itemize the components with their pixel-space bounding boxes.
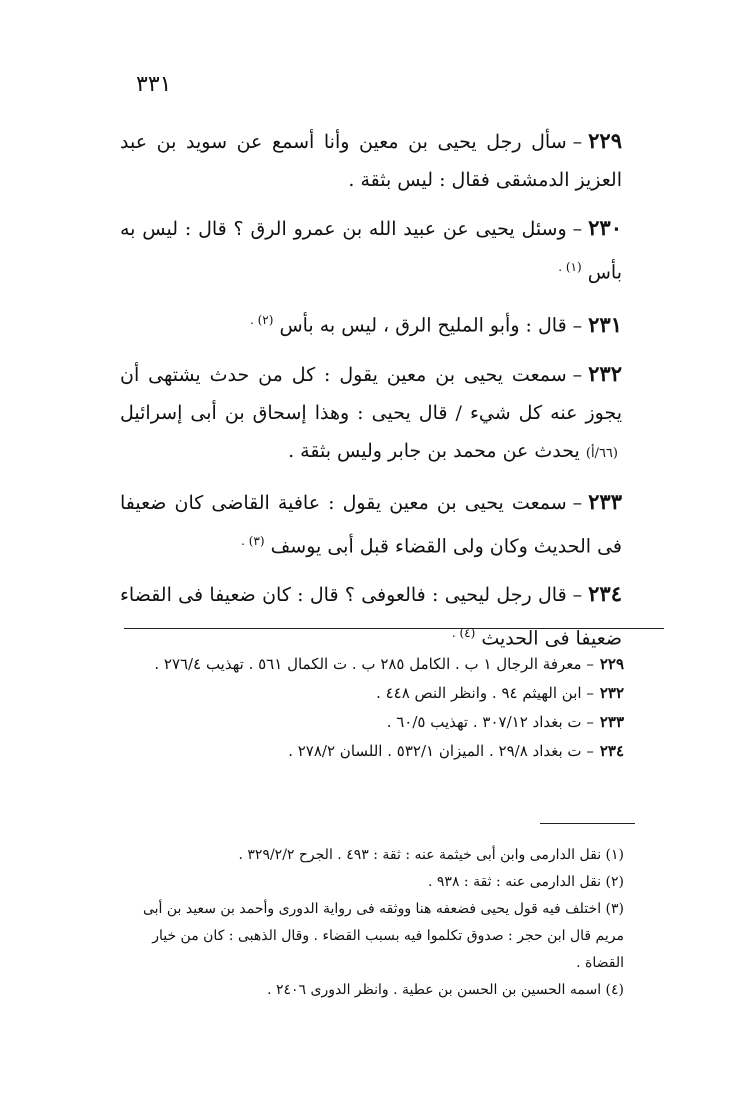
entry-dash: –: [572, 314, 583, 337]
footnote-2: (٢) نقل الدارمى عنه : ثقة : ٩٣٨ .: [428, 874, 624, 890]
source-text: – معرفة الرجال ١ ب . الكامل ٢٨٥ ب . ت الكمال ٥٦١ . تهذيب ٢٧٦/٤ .: [154, 655, 594, 673]
section-divider: [124, 628, 664, 629]
entry-number: ٢٣٠: [588, 215, 622, 240]
source-text: – ت بغداد ٣٠٧/١٢ . تهذيب ٦٠/٥ .: [386, 713, 594, 731]
source-text: – ت بغداد ٢٩/٨ . الميزان ٥٣٢/١ . اللسان ٢٧٨/٢ .: [288, 742, 594, 760]
source-line: [130, 679, 648, 708]
footnote-ref: (٣) .: [241, 533, 265, 548]
entry-text: سأل رجل يحيى بن معين وأنا أسمع عن سويد بن عبد العزيز الدمشقى فقال : ليس بثقة .: [120, 131, 622, 191]
source-text: – ابن الهيثم ٩٤ . وانظر النص ٤٤٨ .: [376, 684, 594, 702]
entry-dash: –: [572, 363, 583, 386]
entry-233: [120, 483, 640, 565]
entry-234: [120, 575, 640, 657]
entry-231: [120, 301, 640, 344]
entry-text: قال رجل ليحيى : فالعوفى ؟ قال : كان ضعيفا فى القضاء ضعيفا فى الحديث: [120, 583, 622, 650]
entry-text: قال : وأبو المليح الرق ، ليس به بأس: [279, 314, 567, 337]
footnotes-section: [120, 842, 648, 1004]
entry-text: سمعت يحيى بن معين يقول : عافية القاضى كان ضعيفا فى الحديث وكان ولى القضاء قبل أبى يوسف: [120, 491, 622, 557]
entry-dash: –: [572, 218, 583, 240]
entry-dash: –: [572, 491, 583, 514]
entry-229: [120, 122, 640, 199]
entry-dash: –: [572, 583, 583, 606]
entry-text: سمعت يحيى بن معين يقول : كل من حدث يشتهى أن يجوز عنه كل شيء / قال يحيى : وهذا إسحاق بن أبى إسرائيل: [120, 363, 622, 424]
footnote-1: (١) نقل الدارمى وابن أبى خيثمة عنه : ثقة : ٤٩٣ . الجرح ٣٢٩/٢/٢ .: [238, 847, 624, 863]
footnote-3: (٣) اختلف فيه قول يحيى فضعفه هنا ووثقه فى رواية الدورى وأحمد بن سعيد بن أبى مريم قال ابن حجر : صدوق تكلموا فيه بسبب القضاء . وقال الذهبى : كان من خيار القضاة .: [142, 901, 624, 971]
entry-number: ٢٣٣: [588, 488, 622, 514]
footnote-ref: (٢) .: [249, 313, 274, 328]
source-line: [130, 650, 648, 679]
entry-232: [120, 355, 640, 473]
manuscript-folio-note: (٦٦/أ): [585, 445, 618, 461]
entry-number: ٢٣١: [588, 311, 622, 337]
source-number: ٢٣٢: [599, 684, 624, 702]
footnote-divider: [540, 823, 635, 824]
entry-text: وسئل يحيى عن عبيد الله بن عمرو الرق ؟ قال : ليس به بأس: [120, 218, 622, 284]
footnote-4: (٤) اسمه الحسين بن الحسن بن عطية . وانظر الدورى ٢٤٠٦ .: [267, 982, 624, 998]
footnote-ref: (٤) .: [451, 625, 476, 640]
source-number: ٢٢٩: [599, 655, 624, 673]
entry-dash: –: [572, 131, 583, 153]
entry-number: ٢٣٤: [588, 580, 622, 606]
entry-number: ٢٢٩: [588, 128, 622, 153]
source-line: [130, 737, 648, 766]
entry-text-continued: يحدث عن محمد بن جابر وليس بثقة .: [288, 439, 580, 462]
entry-230: [120, 209, 640, 291]
sources-section: [130, 650, 648, 766]
footnote-ref: (١) .: [558, 260, 582, 274]
entry-number: ٢٣٢: [588, 360, 622, 386]
page-number: ٣٣١: [136, 72, 172, 97]
source-number: ٢٣٤: [599, 742, 624, 760]
source-number: ٢٣٣: [599, 713, 624, 731]
entries-section: [120, 122, 640, 667]
source-line: [130, 708, 648, 737]
